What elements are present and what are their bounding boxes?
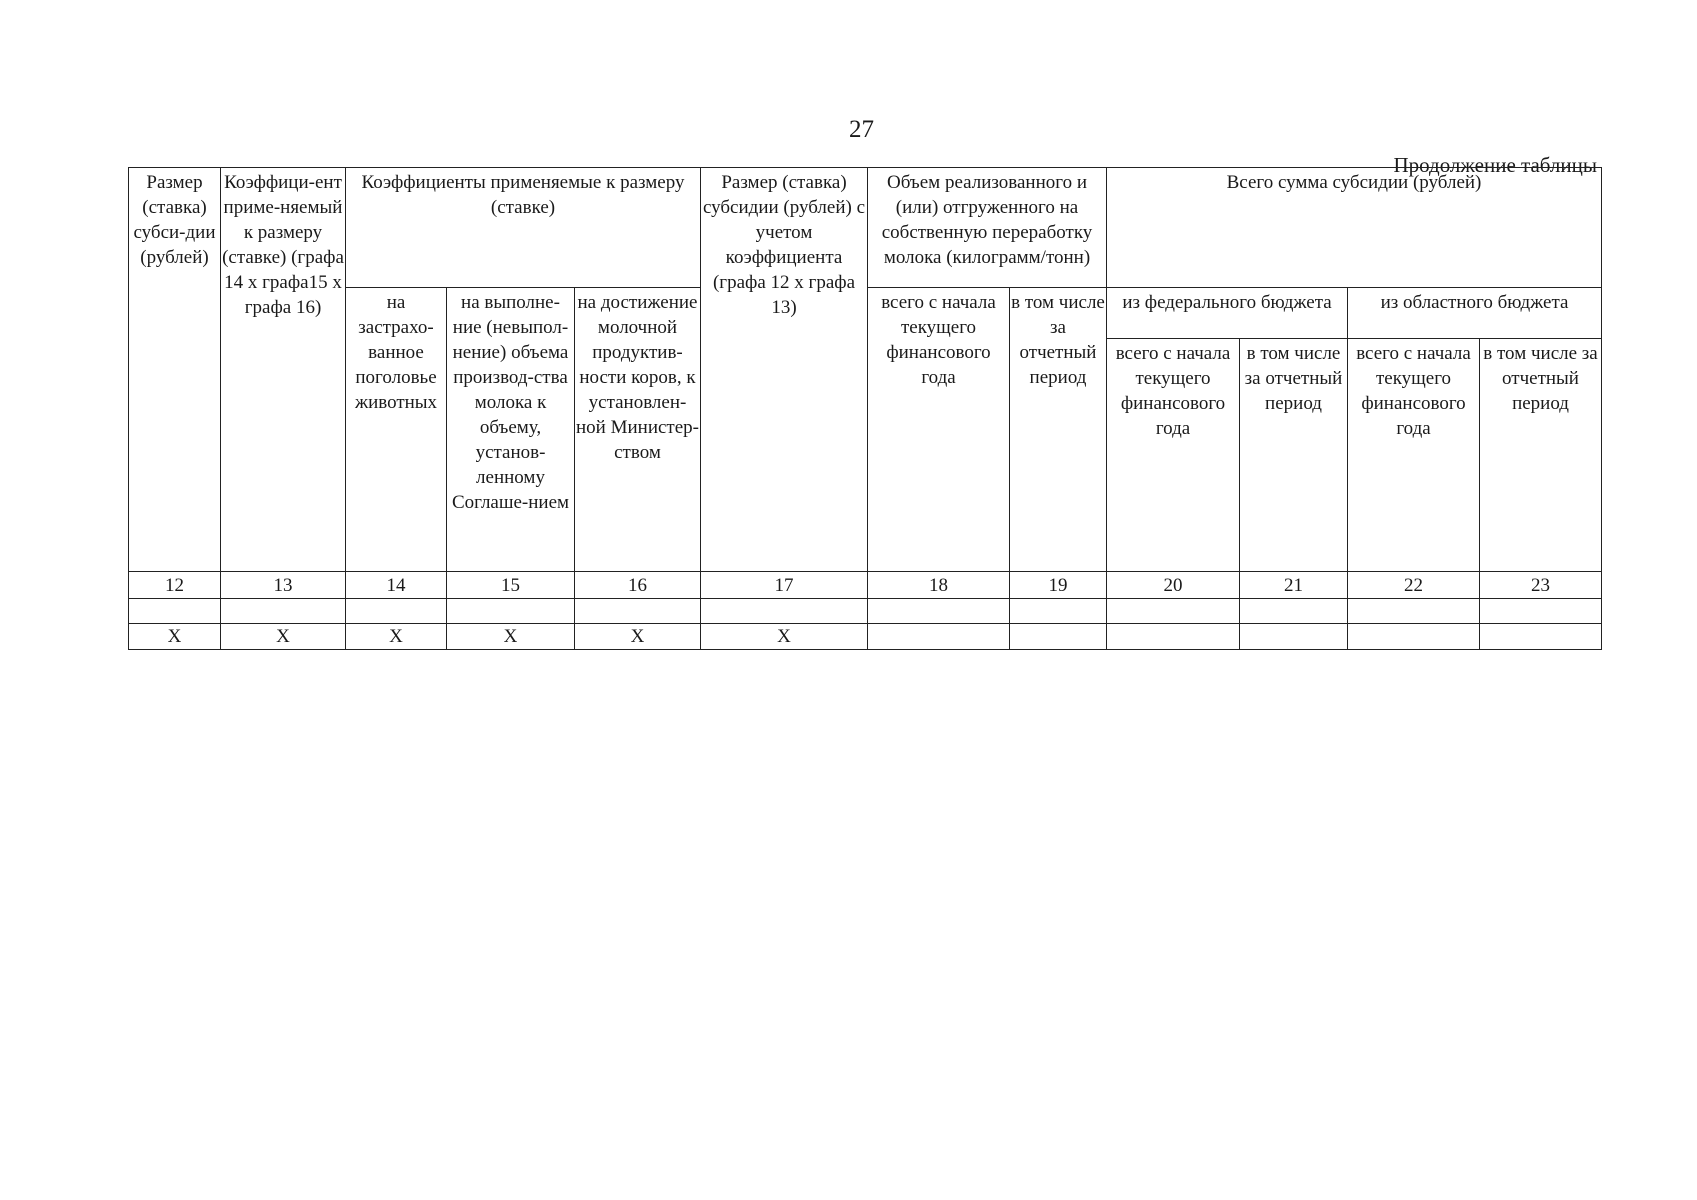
header-c13: Коэффици-ент приме-няемый к размеру (ставке) (графа 14 х графа15 х графа 16) (221, 168, 346, 572)
x-marker-cell: Х (575, 624, 701, 650)
header-c21: в том числе за отчетный период (1240, 339, 1348, 572)
header-c23: в том числе за отчетный период (1480, 339, 1602, 572)
empty-cell (868, 599, 1010, 624)
column-number: 19 (1010, 572, 1107, 599)
header-regional-group: из областного бюджета (1348, 288, 1602, 339)
x-marker-cell: Х (447, 624, 575, 650)
header-volume-group: Объем реализованного и (или) отгруженного на собственную переработку молока (килограмм/тонн) (868, 168, 1107, 288)
header-c22: всего с начала текущего финансового года (1348, 339, 1480, 572)
column-number: 13 (221, 572, 346, 599)
empty-cell (1480, 599, 1602, 624)
x-marker-cell (1010, 624, 1107, 650)
header-c17: Размер (ставка) субсидии (рублей) с учетом коэффициента (графа 12 х графа 13) (701, 168, 868, 572)
x-marker-cell: Х (129, 624, 221, 650)
empty-cell (1348, 599, 1480, 624)
header-row-1 (129, 168, 1602, 288)
x-marker-cell (1107, 624, 1240, 650)
column-number-row (129, 572, 1602, 599)
header-federal-group: из федерального бюджета (1107, 288, 1348, 339)
x-marker-cell: Х (221, 624, 346, 650)
column-number: 16 (575, 572, 701, 599)
column-number: 22 (1348, 572, 1480, 599)
header-c12: Размер (ставка) субси-дии (рублей) (129, 168, 221, 572)
empty-cell (447, 599, 575, 624)
empty-cell (1240, 599, 1348, 624)
column-number: 20 (1107, 572, 1240, 599)
empty-cell (129, 599, 221, 624)
column-number: 14 (346, 572, 447, 599)
header-total-group: Всего сумма субсидии (рублей) (1107, 168, 1602, 288)
x-marker-cell: Х (346, 624, 447, 650)
header-c16: на достижение молочной продуктив-ности коров, к установлен-ной Министер-ством (575, 288, 701, 572)
x-marker-cell (1480, 624, 1602, 650)
header-c19: в том числе за отчетный период (1010, 288, 1107, 572)
x-marker-cell: Х (701, 624, 868, 650)
x-marker-cell (1240, 624, 1348, 650)
empty-cell (701, 599, 868, 624)
subsidy-table (128, 167, 1602, 650)
column-number: 18 (868, 572, 1010, 599)
table-continuation-label: Продолжение таблицы (1393, 153, 1597, 177)
empty-data-row (129, 599, 1602, 624)
empty-cell (575, 599, 701, 624)
header-c18: всего с начала текущего финансового года (868, 288, 1010, 572)
header-coefficients-group: Коэффициенты применяемые к размеру (ставке) (346, 168, 701, 288)
empty-cell (1010, 599, 1107, 624)
column-number: 23 (1480, 572, 1602, 599)
page-number: 27 (849, 116, 874, 143)
column-number: 15 (447, 572, 575, 599)
x-marker-cell (1348, 624, 1480, 650)
header-c14: на застрахо-ванное поголовье животных (346, 288, 447, 572)
x-marker-row (129, 624, 1602, 650)
empty-cell (1107, 599, 1240, 624)
empty-cell (221, 599, 346, 624)
x-marker-cell (868, 624, 1010, 650)
column-number: 17 (701, 572, 868, 599)
header-c20: всего с начала текущего финансового года (1107, 339, 1240, 572)
column-number: 21 (1240, 572, 1348, 599)
column-number: 12 (129, 572, 221, 599)
header-c15: на выполне-ние (невыпол-нение) объема производ-ства молока к объему, установ-ленному Соглаше-нием (447, 288, 575, 572)
empty-cell (346, 599, 447, 624)
